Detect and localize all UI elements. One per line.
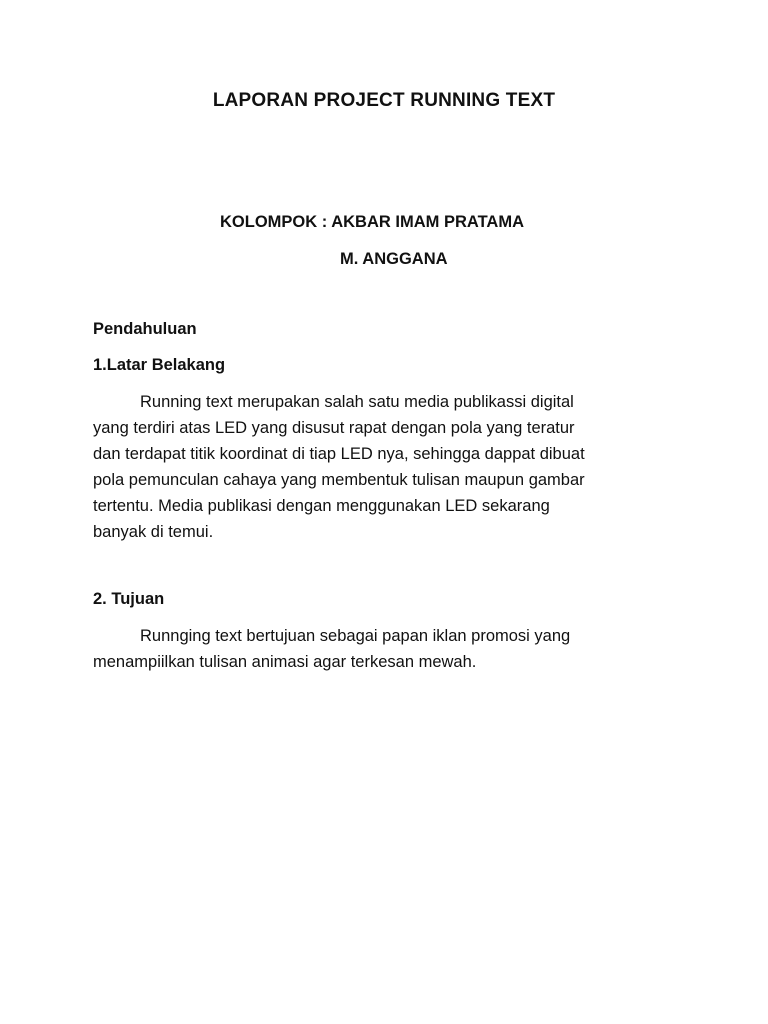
paragraph-line: banyak di temui.	[93, 523, 214, 541]
paragraph-line: Runnging text bertujuan sebagai papan iklan promosi yang	[140, 627, 571, 645]
group-members-line: KOLOMPOK : AKBAR IMAM PRATAMA	[220, 213, 524, 231]
intro-heading: Pendahuluan	[93, 320, 197, 338]
paragraph-line: menampiilkan tulisan animasi agar terkesan mewah.	[93, 653, 477, 671]
paragraph-line: Running text merupakan salah satu media publikassi digital	[140, 393, 574, 411]
section-2-heading: 2. Tujuan	[93, 590, 165, 608]
section-1-heading: 1.Latar Belakang	[93, 356, 226, 374]
paragraph-line: pola pemunculan cahaya yang membentuk tulisan maupun gambar	[93, 471, 585, 489]
group-member-2: M. ANGGANA	[340, 250, 448, 268]
section-2-paragraph	[93, 623, 673, 675]
paragraph-line: yang terdiri atas LED yang disusut rapat dengan pola yang teratur	[93, 419, 575, 437]
paragraph-line: tertentu. Media publikasi dengan menggunakan LED sekarang	[93, 497, 550, 515]
paragraph-line: dan terdapat titik koordinat di tiap LED nya, sehingga dappat dibuat	[93, 445, 585, 463]
section-1-paragraph	[93, 389, 673, 545]
document-title: LAPORAN PROJECT RUNNING TEXT	[212, 90, 556, 111]
